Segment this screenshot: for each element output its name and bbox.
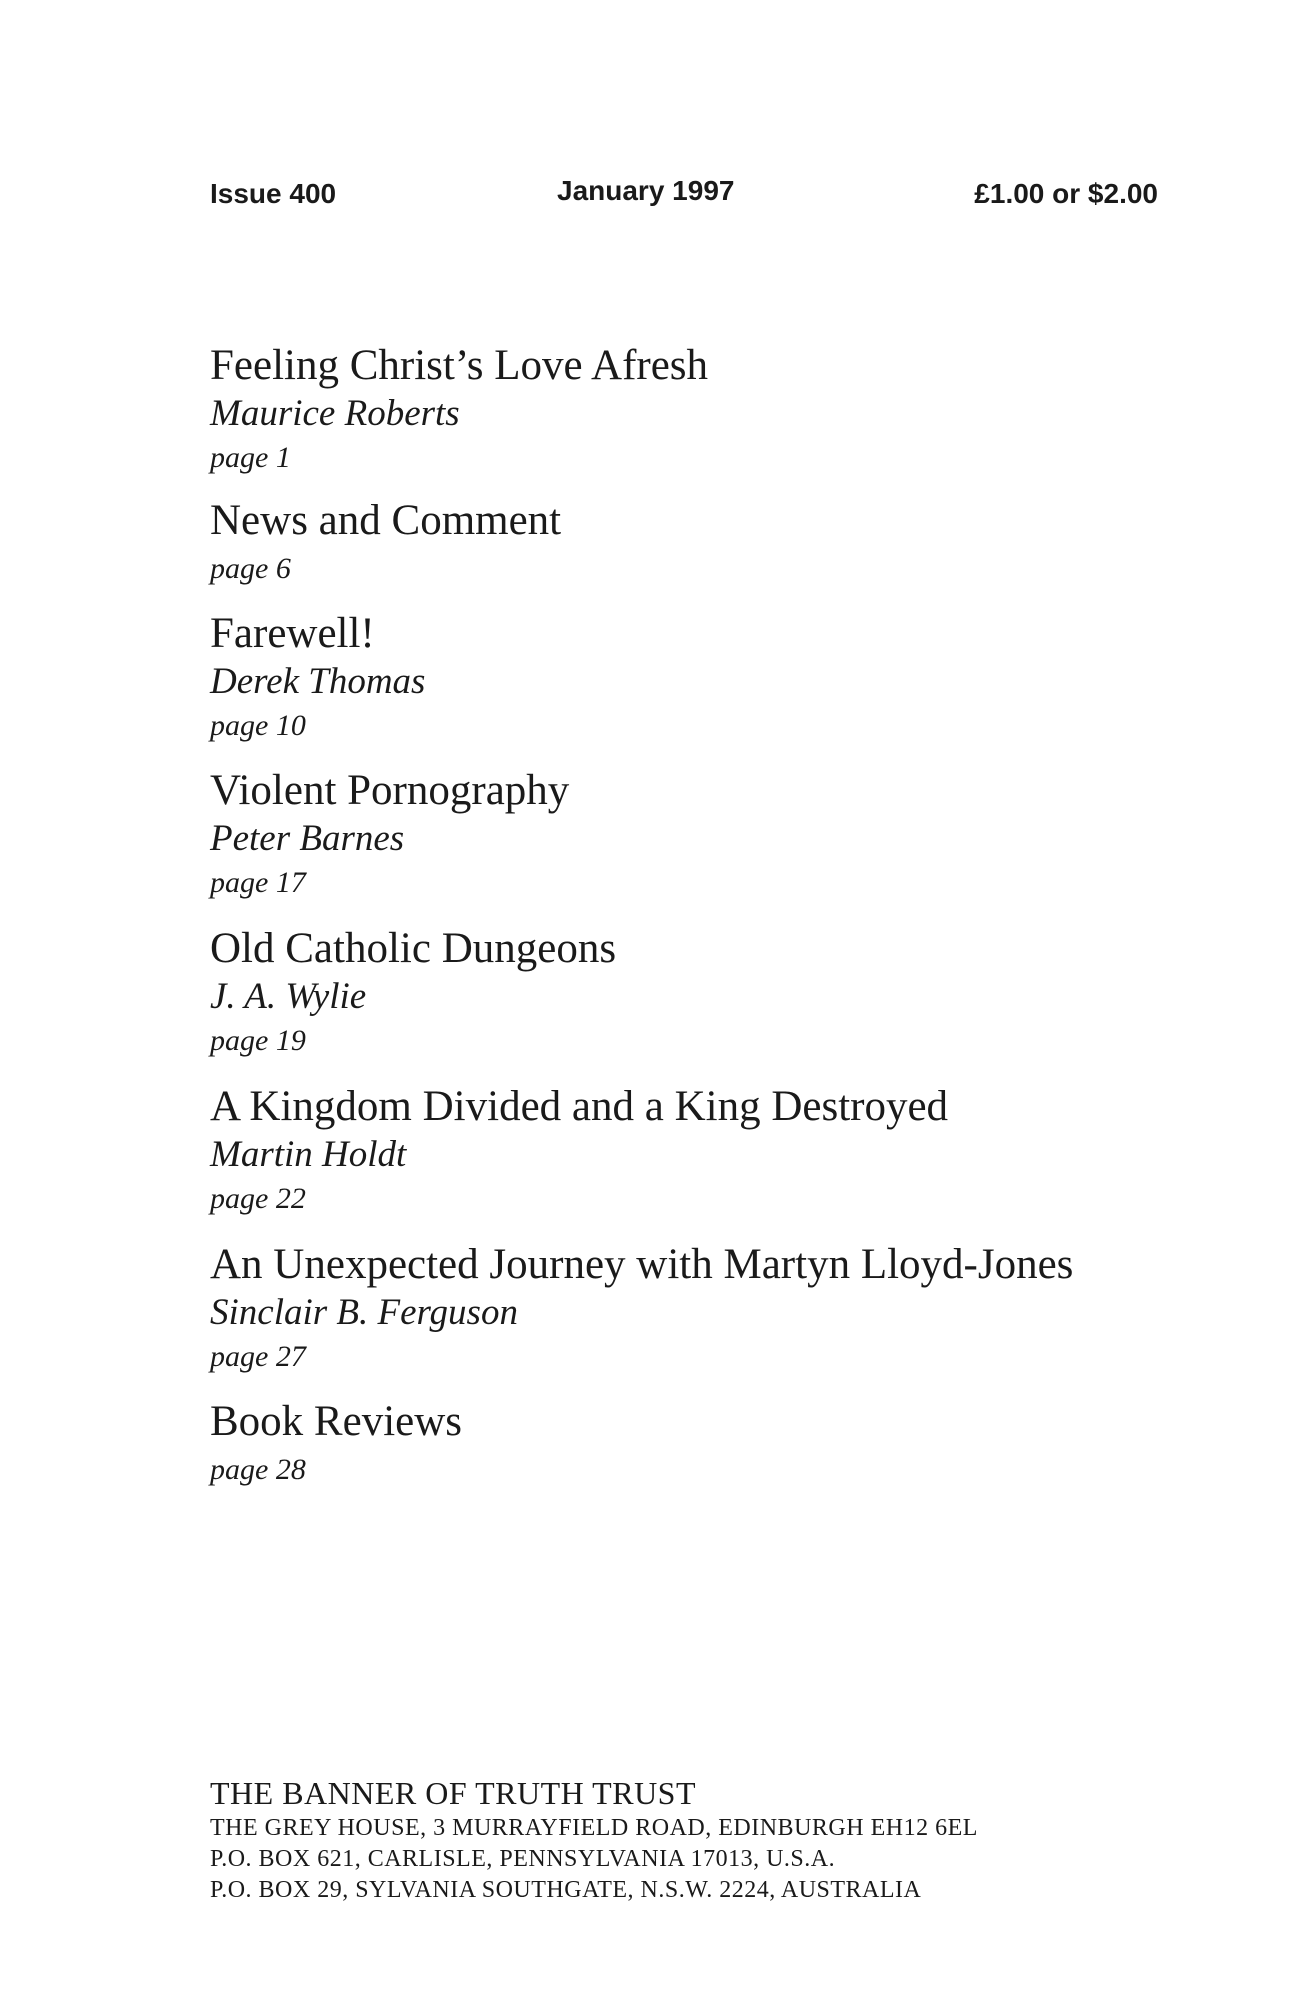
article-author: Martin Holdt [210,1134,407,1175]
toc-entry [210,1239,1073,1379]
toc-entry [210,1396,462,1492]
issue-date: January 1997 [557,175,735,206]
publisher-name: THE BANNER OF TRUTH TRUST [210,1775,697,1811]
article-page: page 17 [210,866,306,899]
article-title: Feeling Christ’s Love Afresh [210,342,709,389]
article-page: page 10 [210,709,306,742]
article-author: Derek Thomas [210,661,426,702]
article-page: page 28 [210,1453,306,1486]
article-title: An Unexpected Journey with Martyn Lloyd-Jones [210,1241,1074,1288]
issue-header [210,175,1158,218]
article-page: page 27 [210,1340,306,1373]
article-title: Book Reviews [210,1398,463,1445]
article-page: page 6 [210,552,291,585]
article-author: Sinclair B. Ferguson [210,1292,518,1333]
publisher-block [210,1773,1260,1906]
article-author: Maurice Roberts [210,393,460,434]
toc-entry [210,340,708,480]
issue-price: £1.00 or $2.00 [974,178,1158,209]
article-page: page 22 [210,1182,306,1215]
issue-number: Issue 400 [210,178,337,209]
address-australia: P.O. BOX 29, SYLVANIA SOUTHGATE, N.S.W. 2224, AUSTRALIA [210,1877,922,1903]
article-title: A Kingdom Divided and a King Destroyed [210,1083,949,1130]
article-page: page 1 [210,441,291,474]
toc-entry [210,765,569,905]
address-carlisle: P.O. BOX 621, CARLISLE, PENNSYLVANIA 17013, U.S.A. [210,1846,836,1872]
article-title: Old Catholic Dungeons [210,925,617,972]
toc-entry [210,923,616,1063]
article-author: Peter Barnes [210,818,405,859]
address-edinburgh: THE GREY HOUSE, 3 MURRAYFIELD ROAD, EDINBURGH EH12 6EL [210,1815,978,1841]
article-title: Violent Pornography [210,767,570,814]
toc-entry [210,1081,948,1221]
article-author: J. A. Wylie [210,976,367,1017]
article-page: page 19 [210,1024,306,1057]
article-title: Farewell! [210,610,375,657]
toc-entry [210,608,425,748]
toc-entry [210,495,561,591]
article-title: News and Comment [210,497,562,544]
